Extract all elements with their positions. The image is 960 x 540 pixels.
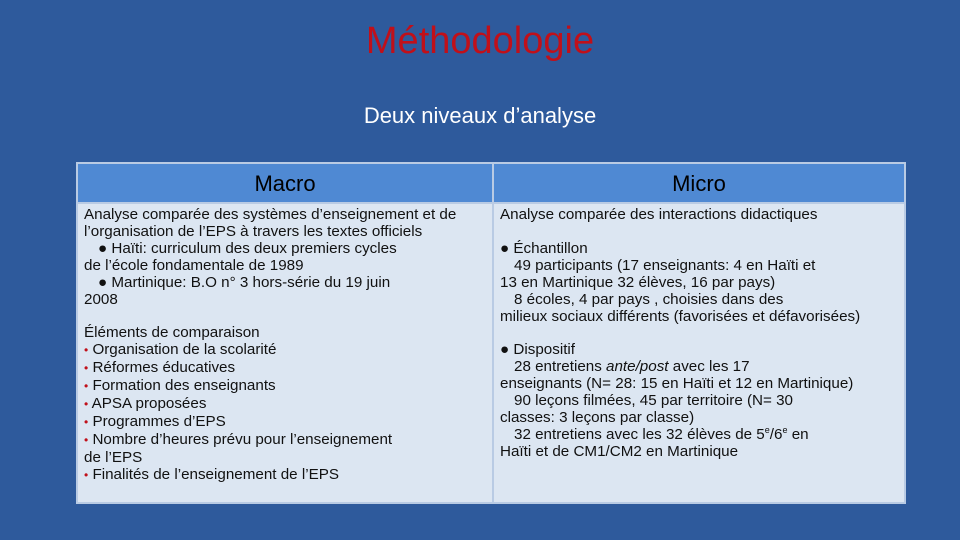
- micro-body: [494, 204, 904, 460]
- micro-intro: Analyse comparée des interactions didactiques: [500, 206, 818, 223]
- eleves-line: 32 entretiens avec les 32 élèves de 5e/6e en: [514, 425, 809, 443]
- slide-title: Méthodologie: [365, 20, 595, 62]
- eleves-cont: Haïti et de CM1/CM2 en Martinique: [500, 443, 739, 460]
- macro-body: [78, 204, 492, 484]
- lecons-cont: classes: 3 leçons par classe): [500, 409, 695, 426]
- participants-line: 49 participants (17 enseignants: 4 en Haïti et: [514, 257, 816, 274]
- list-item: • Programmes d’EPS: [84, 413, 226, 430]
- macro-haiti-cont: de l’école fondamentale de 1989: [84, 257, 304, 274]
- macro-header: Macro: [78, 164, 492, 204]
- list-item-cont: de l’EPS: [84, 449, 143, 466]
- ecoles-cont: milieux sociaux différents (favorisées et défavorisées): [500, 308, 861, 325]
- participants-cont: 13 en Martinique 32 élèves, 16 par pays): [500, 274, 776, 291]
- entretiens-cont: enseignants (N= 28: 15 en Haïti et 12 en Martinique): [500, 375, 854, 392]
- macro-martinique-cont: 2008: [84, 291, 118, 308]
- macro-column: [78, 164, 492, 502]
- comparison-table: [76, 162, 906, 504]
- list-item: • Organisation de la scolarité: [84, 341, 277, 358]
- macro-martinique: ● Martinique: B.O n° 3 hors-série du 19 juin: [98, 274, 391, 291]
- list-item: • Nombre d’heures prévu pour l’enseignement: [84, 431, 393, 448]
- list-item: • Formation des enseignants: [84, 377, 276, 394]
- slide-subtitle: Deux niveaux d’analyse: [363, 103, 597, 128]
- list-item: • Finalités de l’enseignement de l’EPS: [84, 466, 339, 483]
- lecons-line: 90 leçons filmées, 45 par territoire (N= 30: [514, 392, 793, 409]
- micro-column: [494, 164, 904, 502]
- macro-intro: Analyse comparée des systèmes d’enseignement et de l’organisation de l’EPS à travers les textes officiels: [84, 206, 457, 240]
- list-item: • Réformes éducatives: [84, 359, 236, 376]
- list-item: • APSA proposées: [84, 395, 207, 412]
- macro-haiti: ● Haïti: curriculum des deux premiers cycles: [98, 240, 397, 257]
- entretiens-line: 28 entretiens ante/post avec les 17: [514, 358, 750, 375]
- elements-title: Éléments de comparaison: [84, 324, 260, 341]
- ecoles-line: 8 écoles, 4 par pays , choisies dans des: [514, 291, 784, 308]
- micro-header: Micro: [494, 164, 904, 204]
- echantillon-heading: ● Échantillon: [500, 240, 588, 257]
- dispositif-heading: ● Dispositif: [500, 341, 576, 358]
